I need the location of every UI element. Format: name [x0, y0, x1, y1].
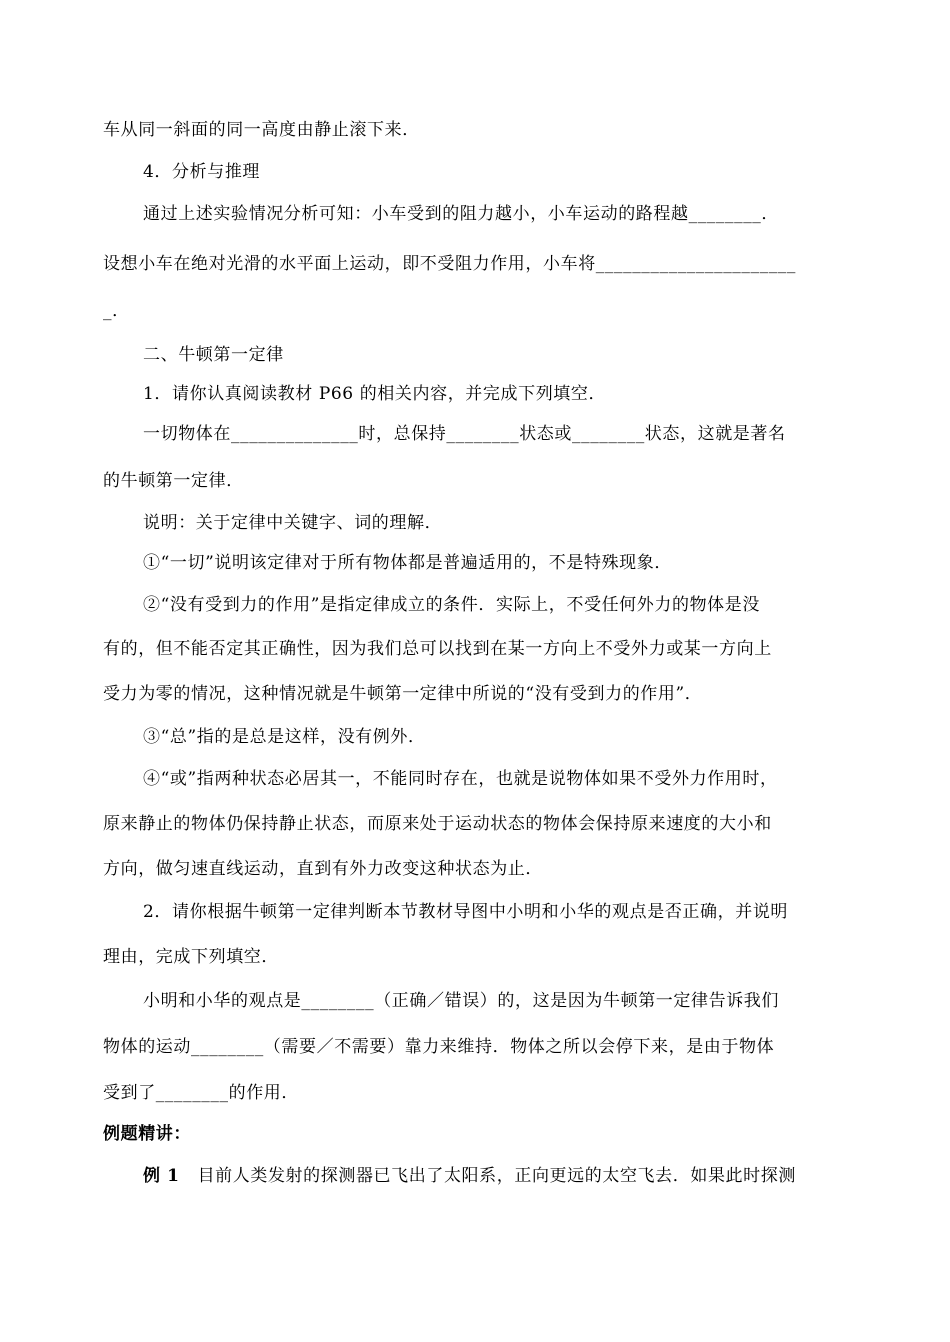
paragraph-line: ④“或”指两种状态必居其一，不能同时存在，也就是说物体如果不受外力作用时， — [143, 769, 778, 789]
paragraph-line: ②“没有受到力的作用”是指定律成立的条件．实际上，不受任何外力的物体是没 — [143, 595, 760, 615]
paragraph-line: ③“总”指的是总是这样，没有例外． — [143, 727, 426, 747]
example-1-text: 目前人类发射的探测器已飞出了太阳系，正向更远的太空飞去．如果此时探测 — [197, 1166, 796, 1186]
paragraph-line: 小明和小华的观点是________（正确／错误）的，这是因为牛顿第一定律告诉我们 — [143, 991, 779, 1011]
paragraph-line: 设想小车在绝对光滑的水平面上运动，即不受阻力作用，小车将______________________ — [103, 254, 796, 274]
paragraph-line: _． — [103, 301, 130, 321]
example-1-label: 例 1 — [143, 1166, 180, 1186]
example-section-heading: 例题精讲： — [103, 1124, 191, 1144]
section-heading-analysis: 4．分析与推理 — [143, 162, 261, 182]
paragraph-line: 2．请你根据牛顿第一定律判断本节教材导图中小明和小华的观点是否正确，并说明 — [143, 902, 789, 922]
paragraph-line: 原来静止的物体仍保持静止状态，而原来处于运动状态的物体会保持原来速度的大小和 — [103, 814, 772, 834]
example-1-line — [143, 1165, 796, 1187]
paragraph-line: 受力为零的情况，这种情况就是牛顿第一定律中所说的“没有受到力的作用”． — [103, 684, 703, 704]
paragraph-line: 的牛顿第一定律． — [103, 471, 244, 491]
paragraph-line: ①“一切”说明该定律对于所有物体都是普遍适用的，不是特殊现象． — [143, 553, 672, 573]
paragraph-line: 车从同一斜面的同一高度由静止滚下来． — [103, 120, 420, 140]
paragraph-line: 1．请你认真阅读教材 P66 的相关内容，并完成下列填空． — [143, 384, 607, 404]
paragraph-line: 通过上述实验情况分析可知：小车受到的阻力越小，小车运动的路程越________． — [143, 204, 779, 224]
paragraph-line: 受到了________的作用． — [103, 1083, 299, 1103]
paragraph-line: 说明：关于定律中关键字、词的理解． — [143, 513, 443, 533]
paragraph-line: 有的，但不能否定其正确性，因为我们总可以找到在某一方向上不受外力或某一方向上 — [103, 639, 772, 659]
paragraph-line: 理由，完成下列填空． — [103, 947, 279, 967]
paragraph-line: 方向，做匀速直线运动，直到有外力改变这种状态为止． — [103, 859, 543, 879]
section-heading-newton-first-law: 二、牛顿第一定律 — [143, 345, 284, 365]
paragraph-line: 一切物体在______________时，总保持________状态或________状态，这就是著名 — [143, 424, 786, 444]
paragraph-line: 物体的运动________（需要／不需要）靠力来维持．物体之所以会停下来，是由于物体 — [103, 1037, 775, 1057]
